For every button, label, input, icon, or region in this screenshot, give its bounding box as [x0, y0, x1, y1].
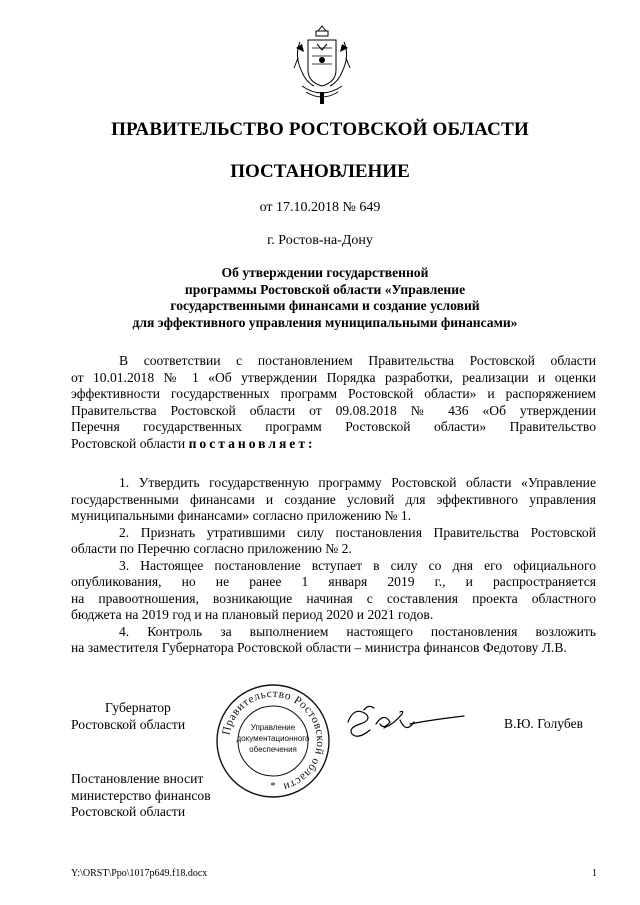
introduced-by-block: [71, 771, 211, 821]
item-1-line: муниципальными финансами» согласно приложению № 1.: [71, 508, 412, 523]
handwritten-signature-icon: [340, 700, 468, 744]
introduced-by-line: Ростовской области: [71, 804, 186, 819]
preamble-line: Перечня государственных программ Ростовской области» Правительство: [71, 419, 596, 434]
preamble-line: Правительства Ростовской области от 09.08.2018 № 436 «Об утверждении: [71, 402, 596, 418]
document-subject: [90, 265, 560, 331]
footer-file-path: Y:\ORST\Ppo\1017p649.f18.docx: [71, 868, 208, 879]
document-date-number: от 17.10.2018 № 649: [259, 200, 381, 215]
government-title: ПРАВИТЕЛЬСТВО РОСТОВСКОЙ ОБЛАСТИ: [111, 119, 529, 140]
official-stamp-icon: [214, 682, 332, 800]
preamble-line-prefix: Ростовской области: [71, 435, 186, 451]
item-3-line: бюджета на 2019 год и на плановый период 2020 и 2021 годов.: [71, 607, 434, 622]
stamp-star: *: [270, 780, 276, 792]
item-1-line: государственными финансами и создание условий для эффективного управления: [71, 491, 596, 507]
preamble-final-line: [71, 436, 596, 453]
rostov-oblast-coat-of-arms-icon: [292, 22, 352, 108]
item-1-line: 1. Утвердить государственную программу Ростовской области «Управление: [119, 475, 596, 490]
signatory-region: Ростовской области: [71, 716, 186, 732]
item-3-line: 3. Настоящее постановление вступает в силу со дня его официального: [119, 557, 596, 573]
introduced-by-line: Постановление вносит: [71, 771, 204, 786]
stamp-ring-text: Правительство Ростовской области: [220, 687, 327, 793]
preamble-line: от 10.01.2018 № 1 «Об утверждении Порядка разработки, реализации и оценки: [71, 369, 596, 385]
item-4-line: на заместителя Губернатора Ростовской области – министра финансов Федотову Л.В.: [71, 640, 567, 655]
signatory-title: Губернатор: [105, 700, 171, 715]
stamp-center-line: документационного: [236, 734, 310, 743]
item-2-line: 2. Признать утратившими силу постановления Правительства Ростовской: [119, 524, 596, 540]
decree-word: постановляет:: [188, 435, 316, 451]
item-4-line: 4. Контроль за выполнением настоящего постановления возложить: [119, 623, 596, 639]
signatory-position: [71, 700, 185, 733]
preamble-paragraph: [71, 353, 596, 452]
signatory-name: В.Ю. Голубев: [504, 716, 584, 731]
preamble-line: эффективности государственных программ Ростовской области» и распоряжением: [71, 386, 596, 401]
document-type-title: ПОСТАНОВЛЕНИЕ: [230, 161, 410, 182]
stamp-center-line: обеспечения: [249, 745, 297, 754]
subject-line: государственными финансами и создание условий: [170, 298, 480, 313]
preamble-line: В соответствии с постановлением Правительства Ростовской области: [119, 353, 596, 368]
stamp-center-line: Управление: [250, 723, 296, 732]
subject-line: для эффективного управления муниципальными финансами»: [132, 314, 518, 330]
introduced-by-line: министерство финансов: [71, 787, 211, 803]
decree-items: [71, 475, 596, 657]
item-3-line: на правоотношения, возникающие начиная с составления проекта областного: [71, 590, 596, 606]
item-2-line: области по Перечню согласно приложению № 2.: [71, 541, 352, 556]
item-3-line: опубликования, но не ранее 1 января 2019 г., и распространяется: [71, 574, 596, 589]
subject-line: программы Ростовской области «Управление: [184, 281, 466, 297]
document-city: г. Ростов-на-Дону: [267, 233, 373, 248]
page-number: 1: [592, 868, 597, 879]
subject-line: Об утверждении государственной: [221, 265, 429, 280]
